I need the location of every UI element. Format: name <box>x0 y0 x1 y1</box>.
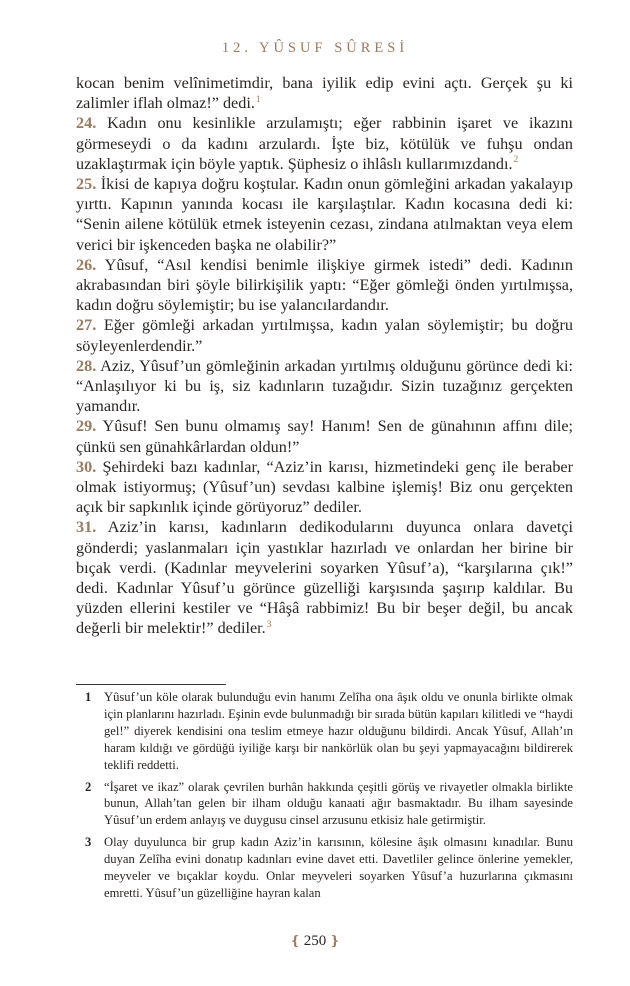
ornament-left-icon: ❴ <box>289 933 301 948</box>
footnote-number: 2 <box>85 779 92 794</box>
ornament-right-icon: ❵ <box>329 933 341 948</box>
footnotes <box>76 689 573 907</box>
footnote-text: Olay duyulunca bir grup kadın Aziz’in karısının, kölesine âşık olmasını kınadılar. Bunu duyan Zelîha evini donatıp kadınları evine davet etti. Davetliler gelince önlerine yemekler, meyveler ve bıçaklar koydu. Onlar meyveleri soyarken Yûsuf’a huzurlarına çıkmasını emretti. Yûsuf’un güzelliğine hayran kalan <box>104 835 573 900</box>
footnote-ref[interactable]: 3 <box>266 620 272 631</box>
verse-29: 29. Yûsuf! Sen bunu olmamış say! Hanım! Sen de günahının affını dile; çünkü sen günahkârlardan oldun!” <box>76 417 574 456</box>
running-header: 12. YÛSUF SÛRESİ <box>221 40 409 56</box>
footnote-number: 1 <box>85 690 92 704</box>
verse-24: 24. Kadın onu kesinlikle arzulamıştı; eğer rabbinin işaret ve ikazını görmeseydi o da kadını arzulardı. İşte biz, kötülük ve fuhşu ondan uzaklaştırmak için böyle yaptık. Şüphesiz o ihlâslı kullarımızdandı.$^2$ <box>76 114 573 173</box>
verse-number: 30. <box>76 457 97 476</box>
footnote-2 <box>76 779 573 830</box>
footnote-divider <box>76 684 226 685</box>
main-text <box>76 73 573 639</box>
footnote-number: 3 <box>85 835 92 850</box>
verse-continuation: kocan benim velînimetimdir, bana iyilik edip evini açtı. Gerçek şu ki zalimler iflah olmaz!” dedi.$^1$ <box>76 74 573 113</box>
footnote-ref[interactable]: 2 <box>513 155 519 166</box>
verse-27: 27. Eğer gömleği arkadan yırtılmışsa, kadın yalan söylemiştir; bu doğru söyleyenlerdendir.” <box>76 316 574 355</box>
verse-number: 27. <box>76 316 97 335</box>
verse-number: 28. <box>76 356 97 375</box>
footnote-3 <box>76 834 573 902</box>
verse-number: 24. <box>76 114 97 133</box>
page-footer <box>0 933 630 950</box>
verse-number: 31. <box>76 518 97 537</box>
verse-number: 29. <box>76 417 97 436</box>
footnote-1 <box>76 689 573 774</box>
verse-26: 26. Yûsuf, “Asıl kendisi benimle ilişkiye girmek istedi” dedi. Kadının akrabasından biri şöyle bilirkişilik yaptı: “Eğer gömleği önden yırtılmışsa, kadın doğru söylemiştir; bu ise yalancılardandır. <box>76 255 573 315</box>
verse-30: 30. Şehirdeki bazı kadınlar, “Aziz’in karısı, hizmetindeki genç ile beraber olmak istiyormuş; (Yûsuf’un) sevdası kalbine işlemiş! Biz onu gerçekten açık bir sapkınlık içinde görüyoruz” dediler. <box>76 457 573 517</box>
verse-28: 28. Aziz, Yûsuf’un gömleğinin arkadan yırtılmış olduğunu görünce dedi ki: “Anlaşılıyor ki bu iş, siz kadınların tuzağıdır. Sizin tuzağınız gerçekten yamandır. <box>76 356 573 416</box>
page-number: 250 <box>303 933 327 949</box>
footnote-text: “İşaret ve ikaz” olarak çevrilen burhân hakkında çeşitli görüş ve rivayetler olmakla birlikte bunun, Allah’tan gelen bir ilham olduğu kanaati ağır basmaktadır. Bu ilham sayesinde Yûsuf’un erdem anlayış ve duygusu cinsel arzusunu etkisiz hale getirmiştir. <box>104 779 573 828</box>
verse-number: 26. <box>76 255 97 274</box>
verse-25: 25. İkisi de kapıya doğru koştular. Kadın onun gömleğini arkadan yakalayıp yırttı. Kapının yanında kocası ile karşılaştılar. Kadın kocasına dedi ki: “Senin ailene kötülük etmek isteyenin cezası, zindana atılmaktan veya elem verici bir işkenceden başka ne olabilir?” <box>76 175 573 254</box>
footnote-ref[interactable]: 1 <box>255 94 261 105</box>
verse-number: 25. <box>76 175 97 194</box>
footnote-text: Yûsuf’un köle olarak bulunduğu evin hanımı Zelîha ona âşık oldu ve onunla birlikte olmak için planlarını hazırladı. Eşinin evde bulunmadığı bir sırada bütün kapıları kilitledi ve “haydi gel!” diyerek kendisini ona teslim etmeye hazır olduğunu bildirdi. Ancak Yûsuf, Allah’ın haram kıldığı ve gördüğü iyiliğe karşı bir nankörlük olan bu şeyi yapmayacağını bildirerek teklifi reddetti. <box>104 690 573 772</box>
verse-31: 31. Aziz’in karısı, kadınların dedikodularını duyunca onlara davetçi gönderdi; yaslanmaları için yastıklar hazırladı ve onlardan her birine bir bıçak verdi. (Kadınlar meyvelerini soyarken Yûsuf’a), “karşılarına çık!” dedi. Kadınlar Yûsuf’u görünce güzelliği karşısında şaşırıp kaldılar. Bu yüzden ellerini kestiler ve “Hâşâ rabbimiz! Bu bir beşer değil, bu ancak değerli bir melektir!” dediler.$^3$ <box>76 518 573 638</box>
